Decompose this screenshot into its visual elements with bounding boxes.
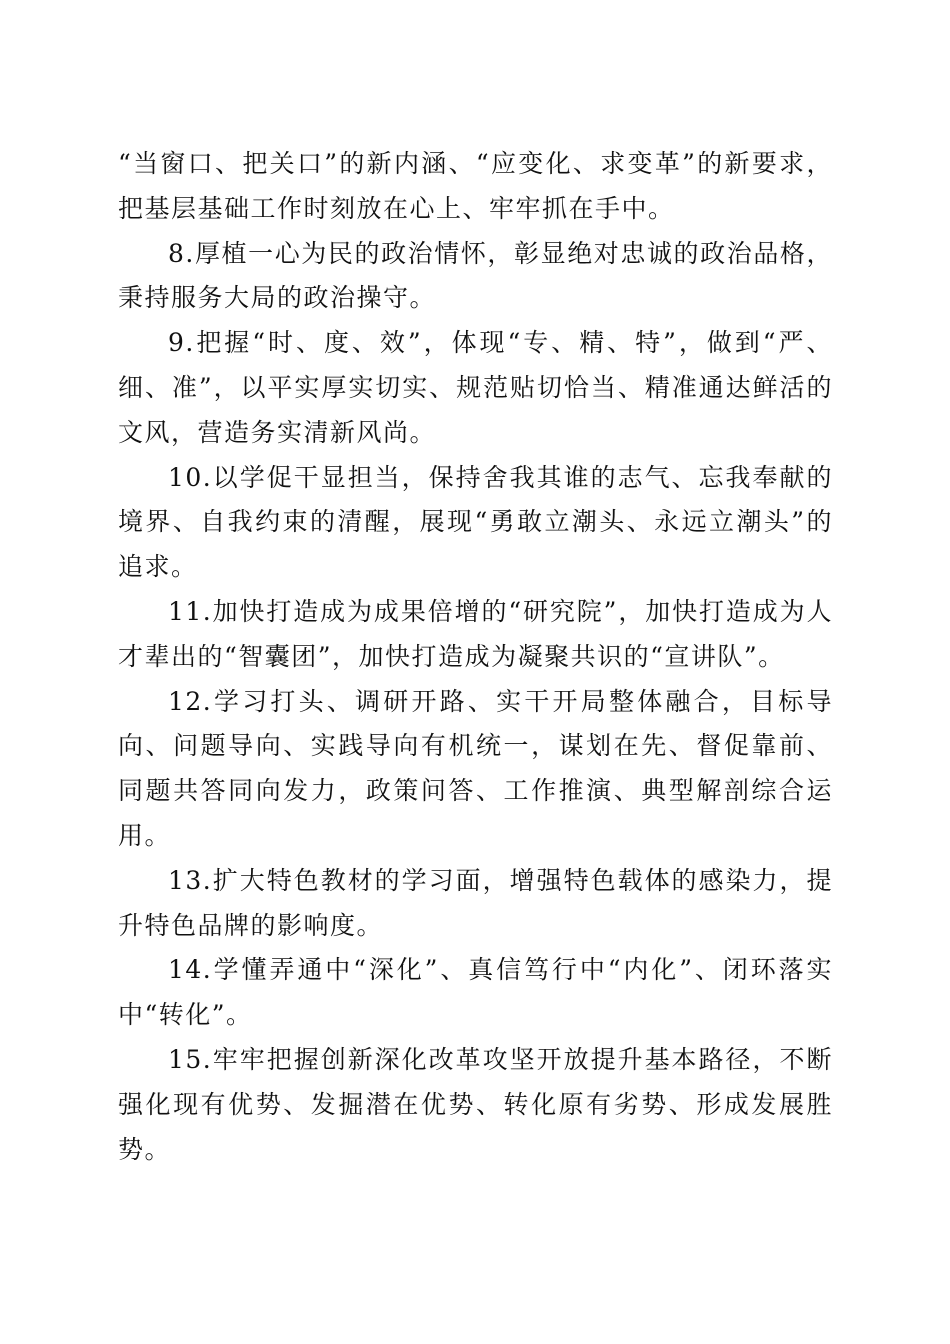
paragraph-item-15: 15.牢牢把握创新深化改革攻坚开放提升基本路径，不断强化现有优势、发掘潜在优势、转化原有劣势、形成发展胜势。 bbox=[118, 1044, 833, 1164]
document-body bbox=[118, 142, 833, 1172]
paragraph-item-12: 12.学习打头、调研开路、实干开局整体融合，目标导向、问题导向、实践导向有机统一，谋划在先、督促靠前、同题共答同向发力，政策问答、工作推演、典型解剖综合运用。 bbox=[118, 686, 833, 850]
paragraph-item-8: 8.厚植一心为民的政治情怀，彰显绝对忠诚的政治品格，秉持服务大局的政治操守。 bbox=[118, 238, 833, 313]
paragraph-item-9: 9.把握“时、度、效”，体现“专、精、特”，做到“严、细、准”，以平实厚实切实、规范贴切恰当、精准通达鲜活的文风，营造务实清新风尚。 bbox=[118, 328, 833, 447]
paragraph-item-13: 13.扩大特色教材的学习面，增强特色载体的感染力，提升特色品牌的影响度。 bbox=[118, 865, 833, 940]
paragraph-continued: “当窗口、把关口”的新内涵、“应变化、求变革”的新要求，把基层基础工作时刻放在心上、牢牢抓在手中。 bbox=[118, 149, 833, 223]
paragraph-item-14: 14.学懂弄通中“深化”、真信笃行中“内化”、闭环落实中“转化”。 bbox=[118, 955, 833, 1030]
paragraph-item-10: 10.以学促干显担当，保持舍我其谁的志气、忘我奉献的境界、自我约束的清醒，展现“勇敢立潮头、永远立潮头”的追求。 bbox=[118, 462, 833, 582]
paragraph-item-11: 11.加快打造成为成果倍增的“研究院”，加快打造成为人才辈出的“智囊团”，加快打造成为凝聚共识的“宣讲队”。 bbox=[118, 596, 833, 671]
